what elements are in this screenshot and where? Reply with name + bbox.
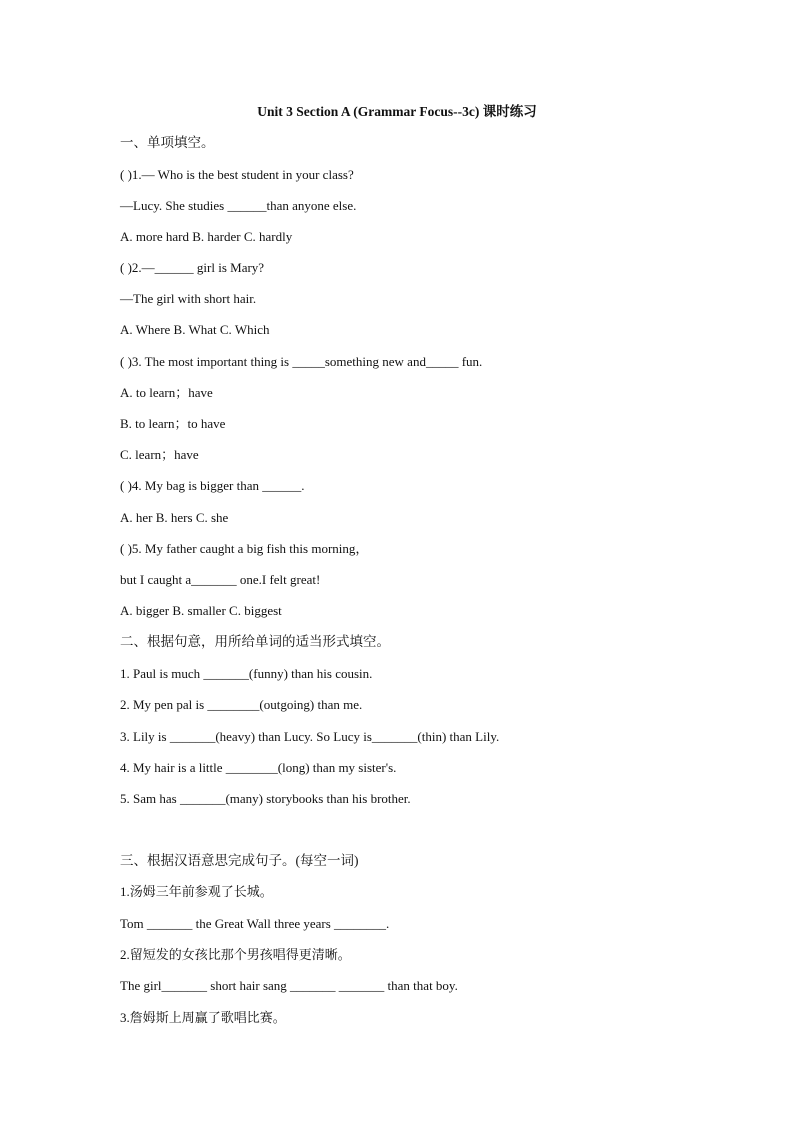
question-2-answer-line: —The girl with short hair. xyxy=(120,291,257,306)
fill-item-1: 1. Paul is much _______(funny) than his cousin. xyxy=(120,666,373,681)
question-4-options: A. her B. hers C. she xyxy=(120,510,229,525)
page-title: Unit 3 Section A (Grammar Focus--3c) 课时练习 xyxy=(257,104,537,119)
translate-item-3-chinese: 3.詹姆斯上周赢了歌唱比赛。 xyxy=(120,1010,286,1025)
translate-item-1-chinese: 1.汤姆三年前参观了长城。 xyxy=(120,884,273,899)
question-3-option-c: C. learn；have xyxy=(120,447,199,462)
section2-heading: 二、根据句意，用所给单词的适当形式填空。 xyxy=(120,634,390,649)
translate-item-2-english: The girl_______ short hair sang _______ _______ than that boy. xyxy=(120,978,458,993)
question-3: ( )3. The most important thing is _____something new and_____ fun. xyxy=(120,354,483,369)
fill-item-2: 2. My pen pal is ________(outgoing) than me. xyxy=(120,697,363,712)
translate-item-2-chinese: 2.留短发的女孩比那个男孩唱得更清晰。 xyxy=(120,947,351,962)
question-4: ( )4. My bag is bigger than ______. xyxy=(120,478,305,493)
section1-heading: 一、单项填空。 xyxy=(120,135,215,150)
question-1-answer-line: —Lucy. She studies ______than anyone else. xyxy=(120,198,357,213)
question-5-options: A. bigger B. smaller C. biggest xyxy=(120,603,282,618)
question-5-continued: but I caught a_______ one.I felt great! xyxy=(120,572,321,587)
question-1: ( )1.— Who is the best student in your class? xyxy=(120,167,354,182)
question-2-options: A. Where B. What C. Which xyxy=(120,322,270,337)
question-5: ( )5. My father caught a big fish this morning， xyxy=(120,541,369,556)
section3-heading: 三、根据汉语意思完成句子。(每空一词) xyxy=(120,853,359,868)
question-1-options: A. more hard B. harder C. hardly xyxy=(120,229,293,244)
translate-item-1-english: Tom _______ the Great Wall three years ________. xyxy=(120,916,390,931)
fill-item-4: 4. My hair is a little ________(long) than my sister's. xyxy=(120,760,397,775)
question-2: ( )2.—______ girl is Mary? xyxy=(120,260,265,275)
fill-item-5: 5. Sam has _______(many) storybooks than his brother. xyxy=(120,791,411,806)
fill-item-3: 3. Lily is _______(heavy) than Lucy. So Lucy is_______(thin) than Lily. xyxy=(120,729,500,744)
question-3-option-a: A. to learn；have xyxy=(120,385,213,400)
question-3-option-b: B. to learn；to have xyxy=(120,416,226,431)
